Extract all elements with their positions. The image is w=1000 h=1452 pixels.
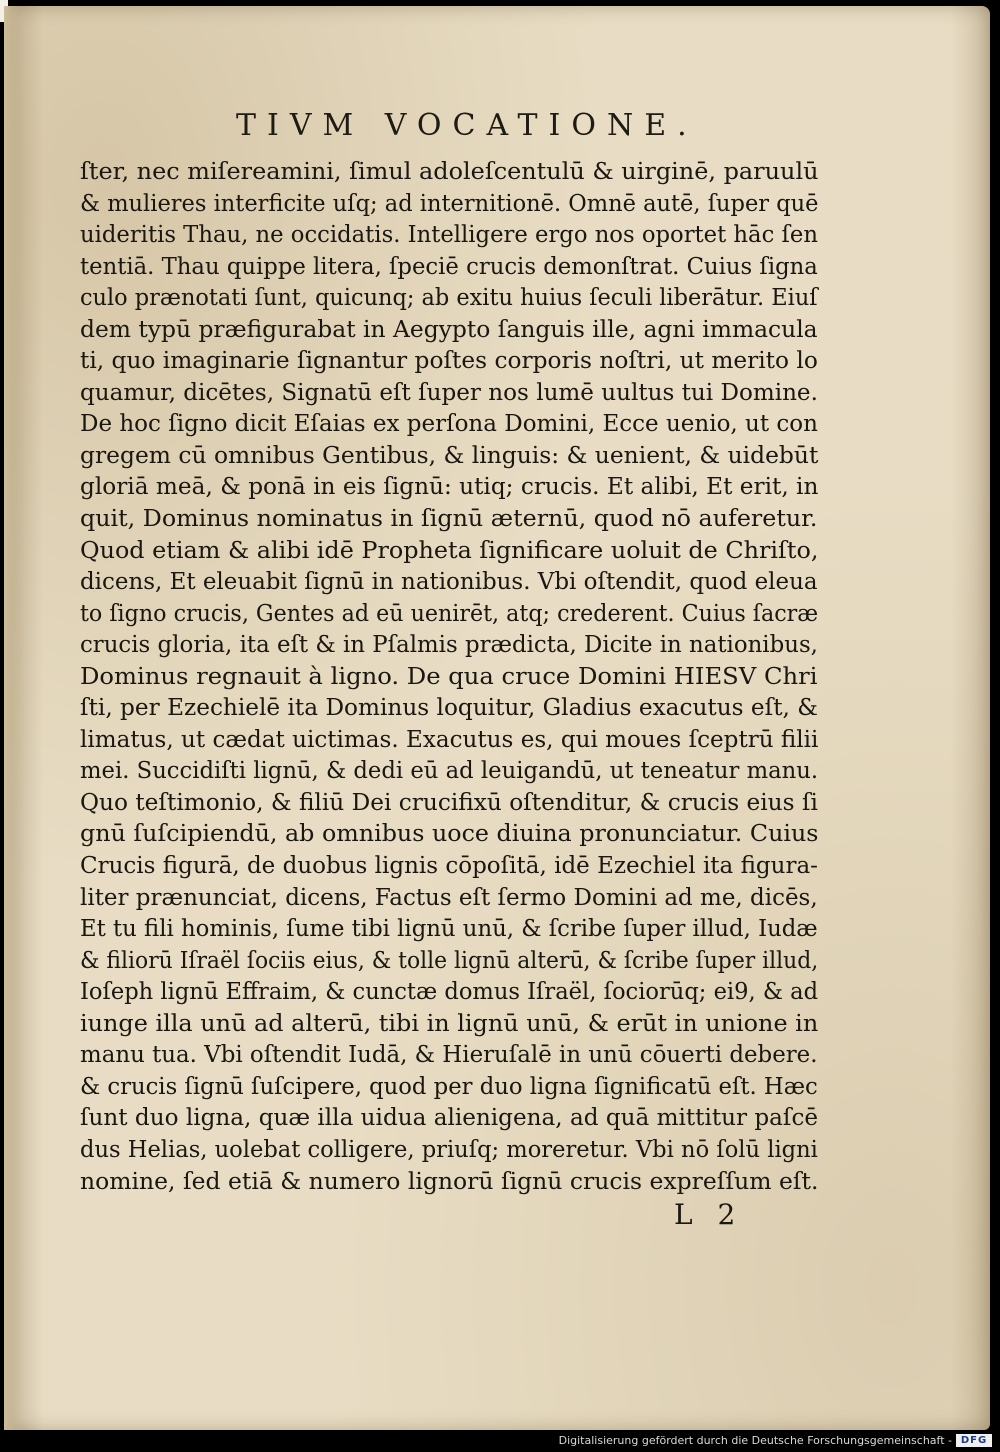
text-line: limatus, ut cædat uictimas. Exacutus es, qui moues ſceptrū filii — [80, 725, 819, 753]
text-line: Et tu fili hominis, ſume tibi lignū unū, & ſcribe ſuper illud, Iudæ — [80, 915, 818, 943]
page-gutter-shadow — [4, 6, 22, 1430]
text-line: Quo teſtimonio, & filiū Dei crucifixū oſtenditur, & crucis eius ſi — [80, 788, 818, 816]
text-line: manu tua. Vbi oſtendit Iudā, & Hieruſalē in unū cōuerti debere. — [80, 1041, 818, 1069]
text-line: & mulieres interficite uſq; ad internitionē. Omnē autē, ſuper quē — [80, 189, 819, 217]
text-line: & filiorū Iſraël ſociis eius, & tolle lignū alterū, & ſcribe ſuper illud, — [80, 946, 819, 974]
body-text — [80, 156, 820, 1197]
dfg-logo: DFG — [956, 1434, 992, 1447]
text-line: gnū ſuſcipiendū, ab omnibus uoce diuina pronunciatur. Cuius — [80, 820, 819, 848]
text-line: dicens, Et eleuabit ſignū in nationibus. Vbi oſtendit, quod eleua — [80, 568, 818, 596]
footer-credit: Digitalisierung gefördert durch die Deutsche Forschungsgemeinschaft - — [558, 1434, 952, 1447]
text-line: iunge illa unū ad alterū, tibi in lignū unū, & erūt in unione in — [80, 1009, 819, 1037]
text-line: ti, quo imaginarie ſignantur poſtes corporis noſtri, ut merito lo — [80, 347, 818, 375]
text-line: liter prænunciat, dicens, Factus eſt ſermo Domini ad me, dicēs, — [80, 883, 818, 911]
text-line: Dominus regnauit à ligno. De qua cruce Domini HIESV Chri — [80, 662, 818, 690]
text-line: crucis gloria, ita eſt & in Pſalmis prædicta, Dicite in nationibus, — [80, 631, 818, 659]
text-line: ſter, nec miſereamini, ſimul adoleſcentulū & uirginē, paruulū — [80, 158, 819, 185]
text-line: mei. Succidiſti lignū, & dedi eū ad leuigandū, ut teneatur manu. — [80, 757, 819, 785]
text-line: Quod etiam & alibi idē Propheta ſignificare uoluit de Chriſto, — [80, 536, 819, 564]
text-line: nomine, ſed etiā & numero lignorū ſignū crucis expreſſum eſt. — [80, 1167, 819, 1195]
running-head: TIVM VOCATIONE. — [236, 108, 698, 143]
text-line: Ioſeph lignū Effraim, & cunctæ domus Iſraël, ſociorūq; ei9, & ad — [80, 978, 819, 1006]
text-line: & crucis ſignū ſuſcipere, quod per duo ligna ſignificatū eſt. Hæc — [80, 1072, 818, 1100]
text-line: Crucis figurā, de duobus lignis cōpoſitā, idē Ezechiel ita figura- — [80, 852, 818, 880]
text-line: dus Helias, uolebat colligere, priuſq; moreretur. Vbi nō ſolū ligni — [80, 1135, 818, 1163]
text-line: quamur, dicētes, Signatū eſt ſuper nos lumē uultus tui Domine. — [80, 378, 818, 406]
signature-mark: L 2 — [674, 1198, 744, 1231]
text-line: ſti, per Ezechielē ita Dominus loquitur, Gladius exacutus eſt, & — [80, 694, 818, 722]
text-line: gregem cū omnibus Gentibus, & linguis: & uenient, & uidebūt — [80, 441, 819, 469]
text-line: ſunt duo ligna, quæ illa uidua alienigena, ad quā mittitur paſcē — [80, 1104, 819, 1132]
text-line: dem typū præfigurabat in Aegypto ſanguis ille, agni immacula — [80, 315, 818, 343]
text-line: tentiā. Thau quippe litera, ſpeciē crucis demonſtrat. Cuius ſigna — [80, 252, 818, 280]
text-line: gloriā meā, & ponā in eis ſignū: utiq; crucis. Et alibi, Et erit, in — [80, 473, 819, 501]
text-line: culo prænotati ſunt, quicunq; ab exitu huius ſeculi liberātur. Eiuſ — [80, 284, 818, 312]
text-line: De hoc ſigno dicit Eſaias ex perſona Domini, Ecce uenio, ut con — [80, 410, 818, 438]
text-line: to ſigno crucis, Gentes ad eū uenirēt, atq; crederent. Cuius ſacræ — [80, 599, 819, 627]
text-line: quit, Dominus nominatus in ſignū æternū, quod nō auferetur. — [80, 505, 818, 533]
text-line: uideritis Thau, ne occidatis. Intelligere ergo nos oportet hāc ſen — [80, 221, 818, 249]
